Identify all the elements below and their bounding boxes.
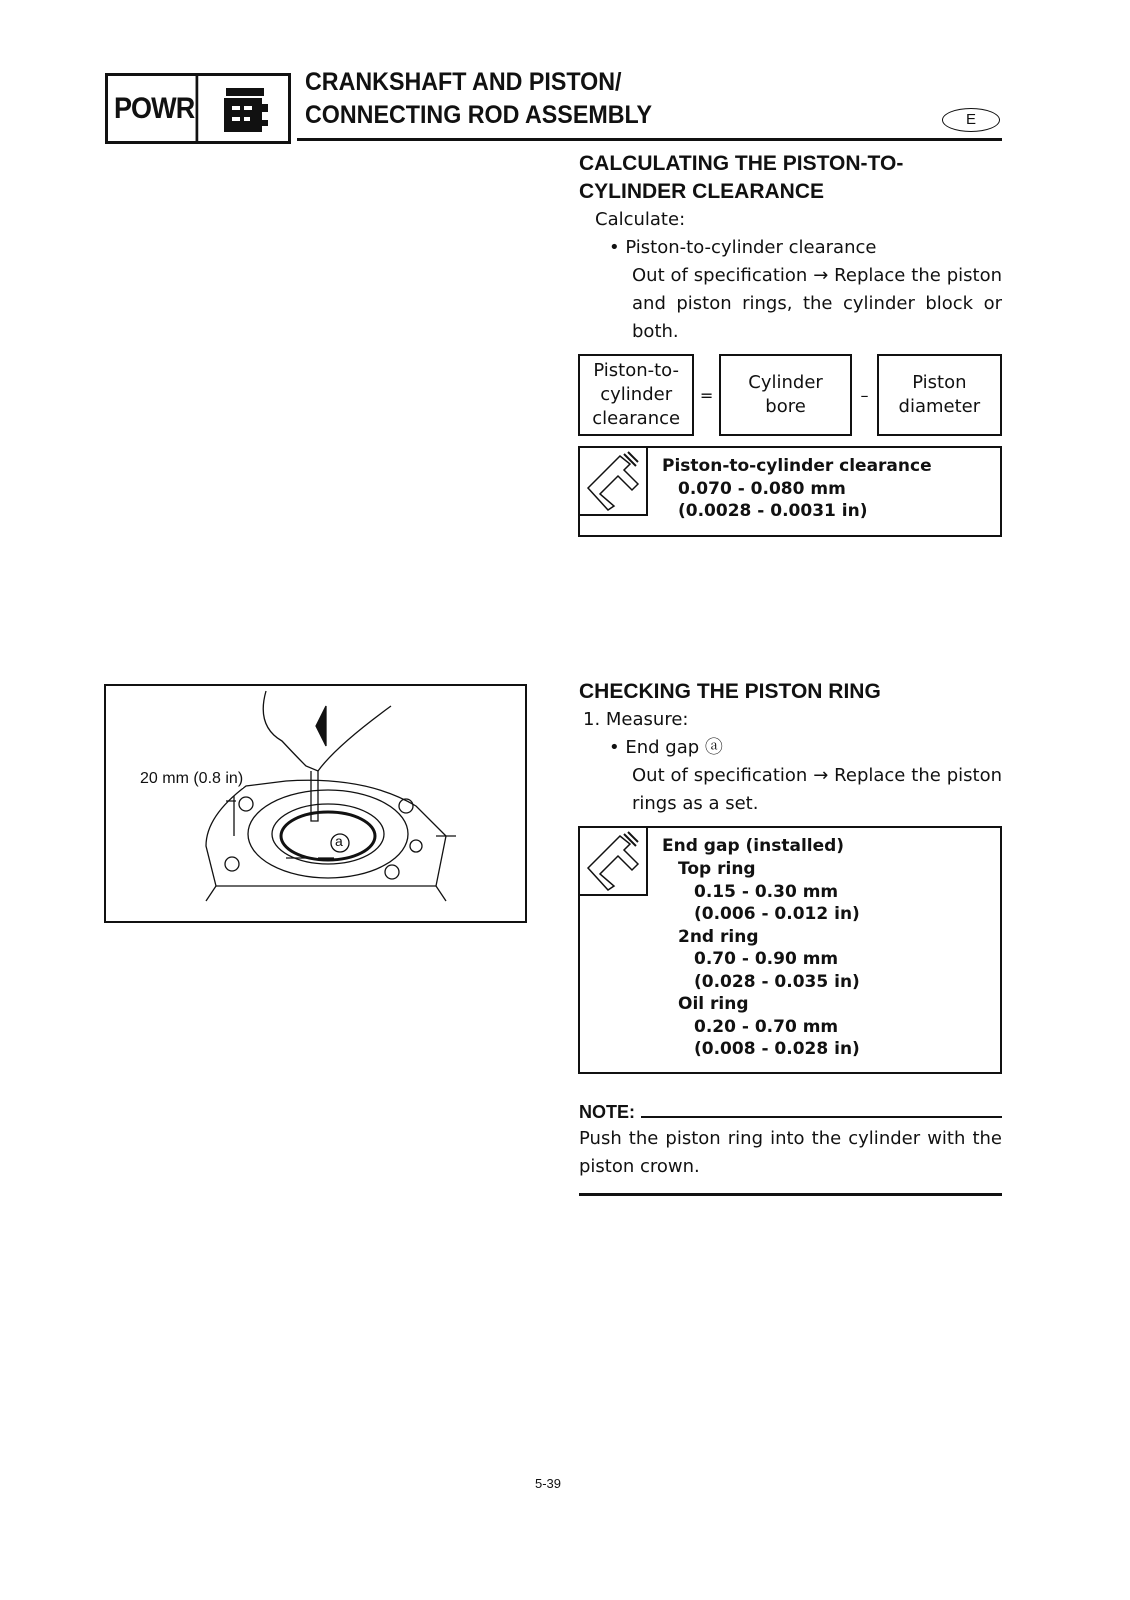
spec-label: End gap (installed)	[662, 836, 845, 856]
calc-heading: CALCULATING THE PISTON-TO- CYLINDER CLEARANCE	[579, 152, 904, 203]
ring-name-2nd: 2nd ring	[678, 926, 759, 947]
page-title	[305, 66, 652, 132]
formula-term-bore: Cylinder bore	[719, 354, 852, 436]
spec-value-mm: 0.070 - 0.080 mm	[678, 479, 846, 499]
header-rule	[297, 138, 1002, 141]
note-text: Push the piston ring into the cylinder with the piston crown.	[579, 1128, 1002, 1177]
ring-top-in: (0.006 - 0.012 in)	[694, 904, 860, 924]
ring-oil-mm: 0.20 - 0.70 mm	[694, 1016, 839, 1037]
calc-bullet: • Piston-to-cylinder clearance	[609, 237, 877, 258]
ring-name-top: Top ring	[678, 859, 756, 879]
end-gap-figure	[104, 684, 527, 923]
end-gap-spec-box	[578, 826, 1002, 1074]
formula-term-diameter: Piston diameter	[877, 354, 1002, 436]
spec-value-in: (0.0028 - 0.0031 in)	[678, 501, 868, 521]
minus-sign: –	[860, 385, 869, 405]
ring-2nd-mm: 0.70 - 0.90 mm	[694, 949, 839, 969]
callout-a: a	[335, 833, 343, 849]
note-block	[579, 1102, 1002, 1196]
note-label: NOTE:	[579, 1102, 635, 1122]
caliper-icon	[580, 448, 648, 516]
ring-top-mm: 0.15 - 0.30 mm	[694, 881, 839, 902]
ring-bullet: • End gap ⓐ	[609, 737, 723, 758]
title-line-2: CONNECTING ROD ASSEMBLY	[305, 101, 653, 129]
piston-ring-illustration	[106, 686, 525, 921]
dimension-label: 20 mm (0.8 in)	[140, 770, 244, 787]
language-mark: E	[942, 108, 1000, 132]
caliper-icon	[580, 828, 648, 896]
section-code: POWR	[113, 76, 199, 141]
ring-heading: CHECKING THE PISTON RING	[579, 680, 881, 703]
ring-step: 1. Measure:	[583, 709, 689, 730]
section-badge	[105, 73, 291, 144]
clearance-spec-box	[578, 446, 1002, 537]
ring-desc: Out of specification → Replace the piston rings as a set.	[632, 765, 1002, 814]
ring-name-oil: Oil ring	[678, 994, 749, 1014]
ring-spec-list	[678, 858, 860, 1061]
note-rule-bottom	[579, 1193, 1002, 1196]
spec-label: Piston-to-cylinder clearance	[662, 456, 932, 476]
ring-oil-in: (0.008 - 0.028 in)	[694, 1039, 860, 1059]
title-line-1: CRANKSHAFT AND PISTON/	[305, 68, 622, 96]
ring-2nd-in: (0.028 - 0.035 in)	[694, 971, 860, 992]
note-rule-top	[641, 1116, 1002, 1118]
calc-desc: Out of specification → Replace the piston and piston rings, the cylinder block or both.	[632, 265, 1002, 342]
calc-step: Calculate:	[595, 209, 686, 230]
page-number: 5-39	[535, 1476, 562, 1491]
equals-sign: =	[699, 385, 714, 405]
clearance-formula	[578, 354, 1002, 436]
ring-section	[579, 678, 1002, 818]
calc-section	[579, 150, 1002, 346]
engine-icon	[218, 84, 276, 134]
formula-term-clearance: Piston-to-cylinder clearance	[578, 354, 694, 436]
